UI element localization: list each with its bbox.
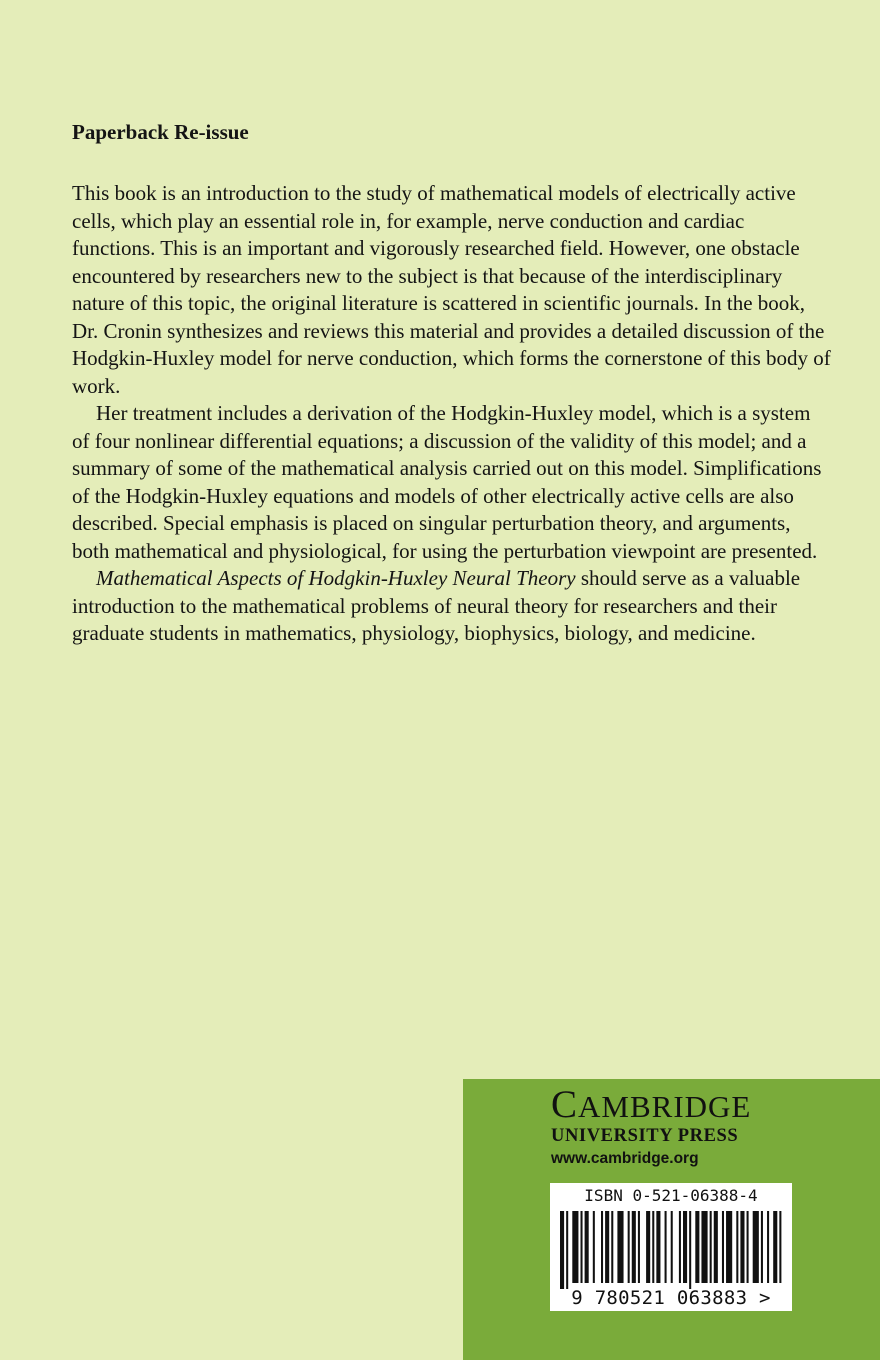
barcode-bar <box>646 1211 650 1283</box>
barcode-bar <box>566 1211 568 1289</box>
barcode-bar <box>773 1211 777 1283</box>
publisher-name-rest: AMBRIDGE <box>578 1089 752 1124</box>
barcode-bar <box>714 1211 718 1283</box>
description-paragraph-1: This book is an introduction to the study of mathematical models of electrically active cells, which play an essential role in, for example, nerve conduction and cardiac functions. This is an important and vigorously researched field. However, one obstacle encountered by researchers new to the subject is that because of the interdisciplinary nature of this topic, the original literature is scattered in scientific journals. In the book, Dr. Cronin synthesizes and reviews this material and provides a detailed discussion of the Hodgkin-Huxley model for nerve conduction, which forms the cornerstone of this body of work. <box>72 181 831 398</box>
barcode-bar <box>701 1211 707 1283</box>
barcode-bar <box>671 1211 673 1283</box>
barcode-bar <box>638 1211 640 1283</box>
barcode-bar <box>779 1211 781 1283</box>
publisher-name <box>551 1083 801 1126</box>
barcode-bar <box>689 1211 691 1289</box>
barcode-bar <box>767 1211 769 1283</box>
book-title-italic: Mathematical Aspects of Hodgkin-Huxley Neural Theory <box>96 566 576 590</box>
barcode-bar <box>656 1211 660 1283</box>
barcode-bar <box>726 1211 732 1283</box>
barcode-bar <box>761 1211 763 1283</box>
barcode-bar <box>560 1211 564 1289</box>
barcode-bar <box>628 1211 630 1283</box>
publisher-subtitle: UNIVERSITY PRESS <box>551 1126 739 1146</box>
isbn-label: ISBN 0-521-06388-4 <box>584 1186 758 1205</box>
barcode-bar <box>572 1211 578 1283</box>
barcode-bar <box>617 1211 623 1283</box>
barcode-bar <box>665 1211 667 1283</box>
description-paragraph-3 <box>72 565 832 648</box>
barcode-bar <box>740 1211 744 1283</box>
barcode-bar <box>683 1211 687 1283</box>
barcode-bar <box>753 1211 759 1283</box>
barcode-digits: 9 780521 063883 > <box>571 1287 771 1309</box>
barcode-bar <box>601 1211 603 1283</box>
isbn-barcode <box>550 1183 792 1311</box>
barcode-bar <box>695 1211 699 1283</box>
barcode-bar <box>747 1211 749 1283</box>
reissue-heading: Paperback Re-issue <box>72 120 249 144</box>
description-paragraph-3-text: should serve as a valuable introduction to the mathematical problems of neural theory for researchers and their graduate students in mathematics, physiology, biophysics, biology, and medicine. <box>72 566 801 645</box>
publisher-panel <box>463 1079 880 1360</box>
barcode-bar <box>605 1211 609 1283</box>
publisher-url: www.cambridge.org <box>551 1150 699 1167</box>
barcode-bar <box>710 1211 712 1283</box>
barcode-bar <box>585 1211 589 1283</box>
barcode-bar <box>611 1211 613 1283</box>
barcode-bar <box>736 1211 738 1283</box>
barcode-bar <box>593 1211 595 1283</box>
barcode-bars <box>550 1211 792 1289</box>
publisher-name-initial: C <box>551 1083 579 1126</box>
barcode-bar <box>581 1211 583 1283</box>
barcode-bar <box>679 1211 681 1283</box>
barcode-bar <box>722 1211 724 1283</box>
publisher-logo <box>551 1083 801 1171</box>
barcode-bar <box>652 1211 654 1283</box>
description-paragraph-2: Her treatment includes a derivation of the Hodgkin-Huxley model, which is a system of four nonlinear differential equations; a discussion of the validity of this model; and a summary of some of the mathematical analysis carried out on this model. Simplifications of the Hodgkin-Huxley equations and models of other electrically active cells are also described. Special emphasis is placed on singular perturbation theory, and arguments, both mathematical and physiological, for using the perturbation viewpoint are presented. <box>72 401 822 563</box>
back-cover-text <box>72 118 832 648</box>
barcode-bar <box>632 1211 636 1283</box>
